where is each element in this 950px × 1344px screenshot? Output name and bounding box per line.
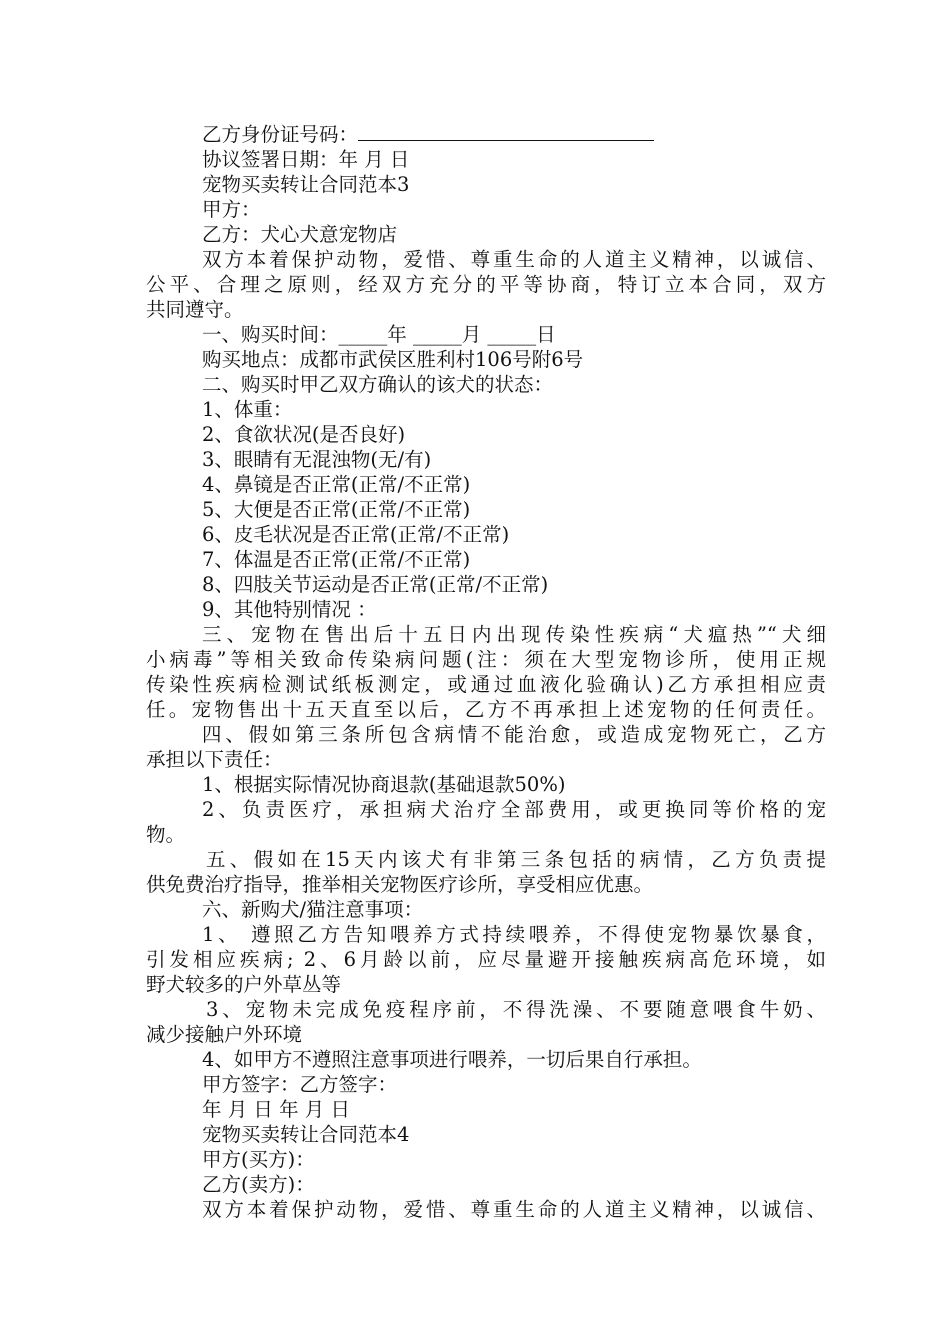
signature-date-line: 年 月 日 年 月 日	[202, 1098, 350, 1121]
clause-3-line-2: 小病毒”等相关致命传染病问题(注：须在大型宠物诊所，使用正规	[146, 648, 826, 671]
document-body	[146, 122, 826, 1222]
preamble-line-2: 公平、合理之原则，经双方充分的平等协商，特订立本合同，双方	[146, 273, 826, 296]
clause-3-line-4: 任。宠物售出十五天直至以后，乙方不再承担上述宠物的任何责任。	[146, 698, 826, 721]
state-item-4: 4、鼻镜是否正常(正常/不正常)	[202, 473, 471, 496]
clause-6-line-3: 野犬较多的户外草丛等	[146, 973, 342, 996]
clause-4-line-1: 四、假如第三条所包含病情不能治愈，或造成宠物死亡，乙方	[202, 723, 826, 746]
clause-4-item-1: 1、根据实际情况协商退款(基础退款50%)	[202, 773, 566, 796]
state-item-1: 1、体重：	[202, 398, 293, 421]
clause-6-item-3-line-2: 减少接触户外环境	[146, 1023, 303, 1046]
buyer-line: 甲方(买方)：	[202, 1148, 315, 1171]
purchase-place-line: 购买地点：成都市武侯区胜利村106号附6号	[202, 348, 584, 371]
clause-6-item-3-line-1: 3、宠物未完成免疫程序前，不得洗澡、不要随意喂食牛奶、	[206, 998, 826, 1021]
party-a-line: 甲方：	[202, 198, 261, 221]
clause-3-line-3: 传染性疾病检测试纸板测定，或通过血液化验确认)乙方承担相应责	[146, 673, 826, 696]
state-item-6: 6、皮毛状况是否正常(正常/不正常)	[202, 523, 510, 546]
state-item-5: 5、大便是否正常(正常/不正常)	[202, 498, 471, 521]
preamble-4-line-1: 双方本着保护动物，爱惜、尊重生命的人道主义精神，以诚信、	[202, 1198, 826, 1221]
seller-line: 乙方(卖方)：	[202, 1173, 315, 1196]
clause-5-line-1: 五、假如在15天内该犬有非第三条包括的病情，乙方负责提	[206, 848, 826, 871]
sign-date-line: 协议签署日期：年 月 日	[202, 148, 410, 171]
clause-5-line-2: 供免费治疗指导，推举相关宠物医疗诊所，享受相应优惠。	[146, 873, 654, 896]
state-item-7: 7、体温是否正常(正常/不正常)	[202, 548, 471, 571]
state-item-9: 9、其他特别情况 ：	[202, 598, 377, 621]
clause-6-line-1: 1、 遵照乙方告知喂养方式持续喂养，不得使宠物暴饮暴食，	[202, 923, 826, 946]
id-number-blank	[358, 122, 654, 141]
clause-2-heading: 二、购买时甲乙双方确认的该犬的状态：	[202, 373, 554, 396]
state-item-3: 3、眼睛有无混浊物(无/有)	[202, 448, 432, 471]
clause-4-item-2-line-1: 2、负责医疗，承担病犬治疗全部费用，或更换同等价格的宠	[202, 798, 826, 821]
purchase-time-line: 一、购买时间：_____年 _____月 _____日	[202, 323, 556, 346]
section-title-4: 宠物买卖转让合同范本4	[202, 1123, 410, 1146]
section-title-3: 宠物买卖转让合同范本3	[202, 173, 410, 196]
clause-6-item-4: 4、如甲方不遵照注意事项进行喂养，一切后果自行承担。	[202, 1048, 702, 1071]
id-number-line	[146, 122, 826, 147]
preamble-line-1: 双方本着保护动物，爱惜、尊重生命的人道主义精神，以诚信、	[202, 248, 826, 271]
state-item-2: 2、食欲状况(是否良好)	[202, 423, 406, 446]
signature-line: 甲方签字：乙方签字：	[202, 1073, 398, 1096]
clause-4-line-2: 承担以下责任：	[146, 748, 283, 771]
clause-6-line-2: 引发相应疾病; 2、6月龄以前，应尽量避开接触疾病高危环境，如	[146, 948, 826, 971]
id-number-label: 乙方身份证号码：	[202, 123, 359, 146]
clause-6-heading: 六、新购犬/猫注意事项：	[202, 898, 424, 921]
clause-4-item-2-line-2: 物。	[146, 823, 186, 846]
preamble-line-3: 共同遵守。	[146, 298, 244, 321]
state-item-8: 8、四肢关节运动是否正常(正常/不正常)	[202, 573, 549, 596]
clause-3-line-1: 三、宠物在售出后十五日内出现传染性疾病“犬瘟热”“犬细	[202, 623, 826, 646]
party-b-line: 乙方：犬心犬意宠物店	[202, 223, 398, 246]
